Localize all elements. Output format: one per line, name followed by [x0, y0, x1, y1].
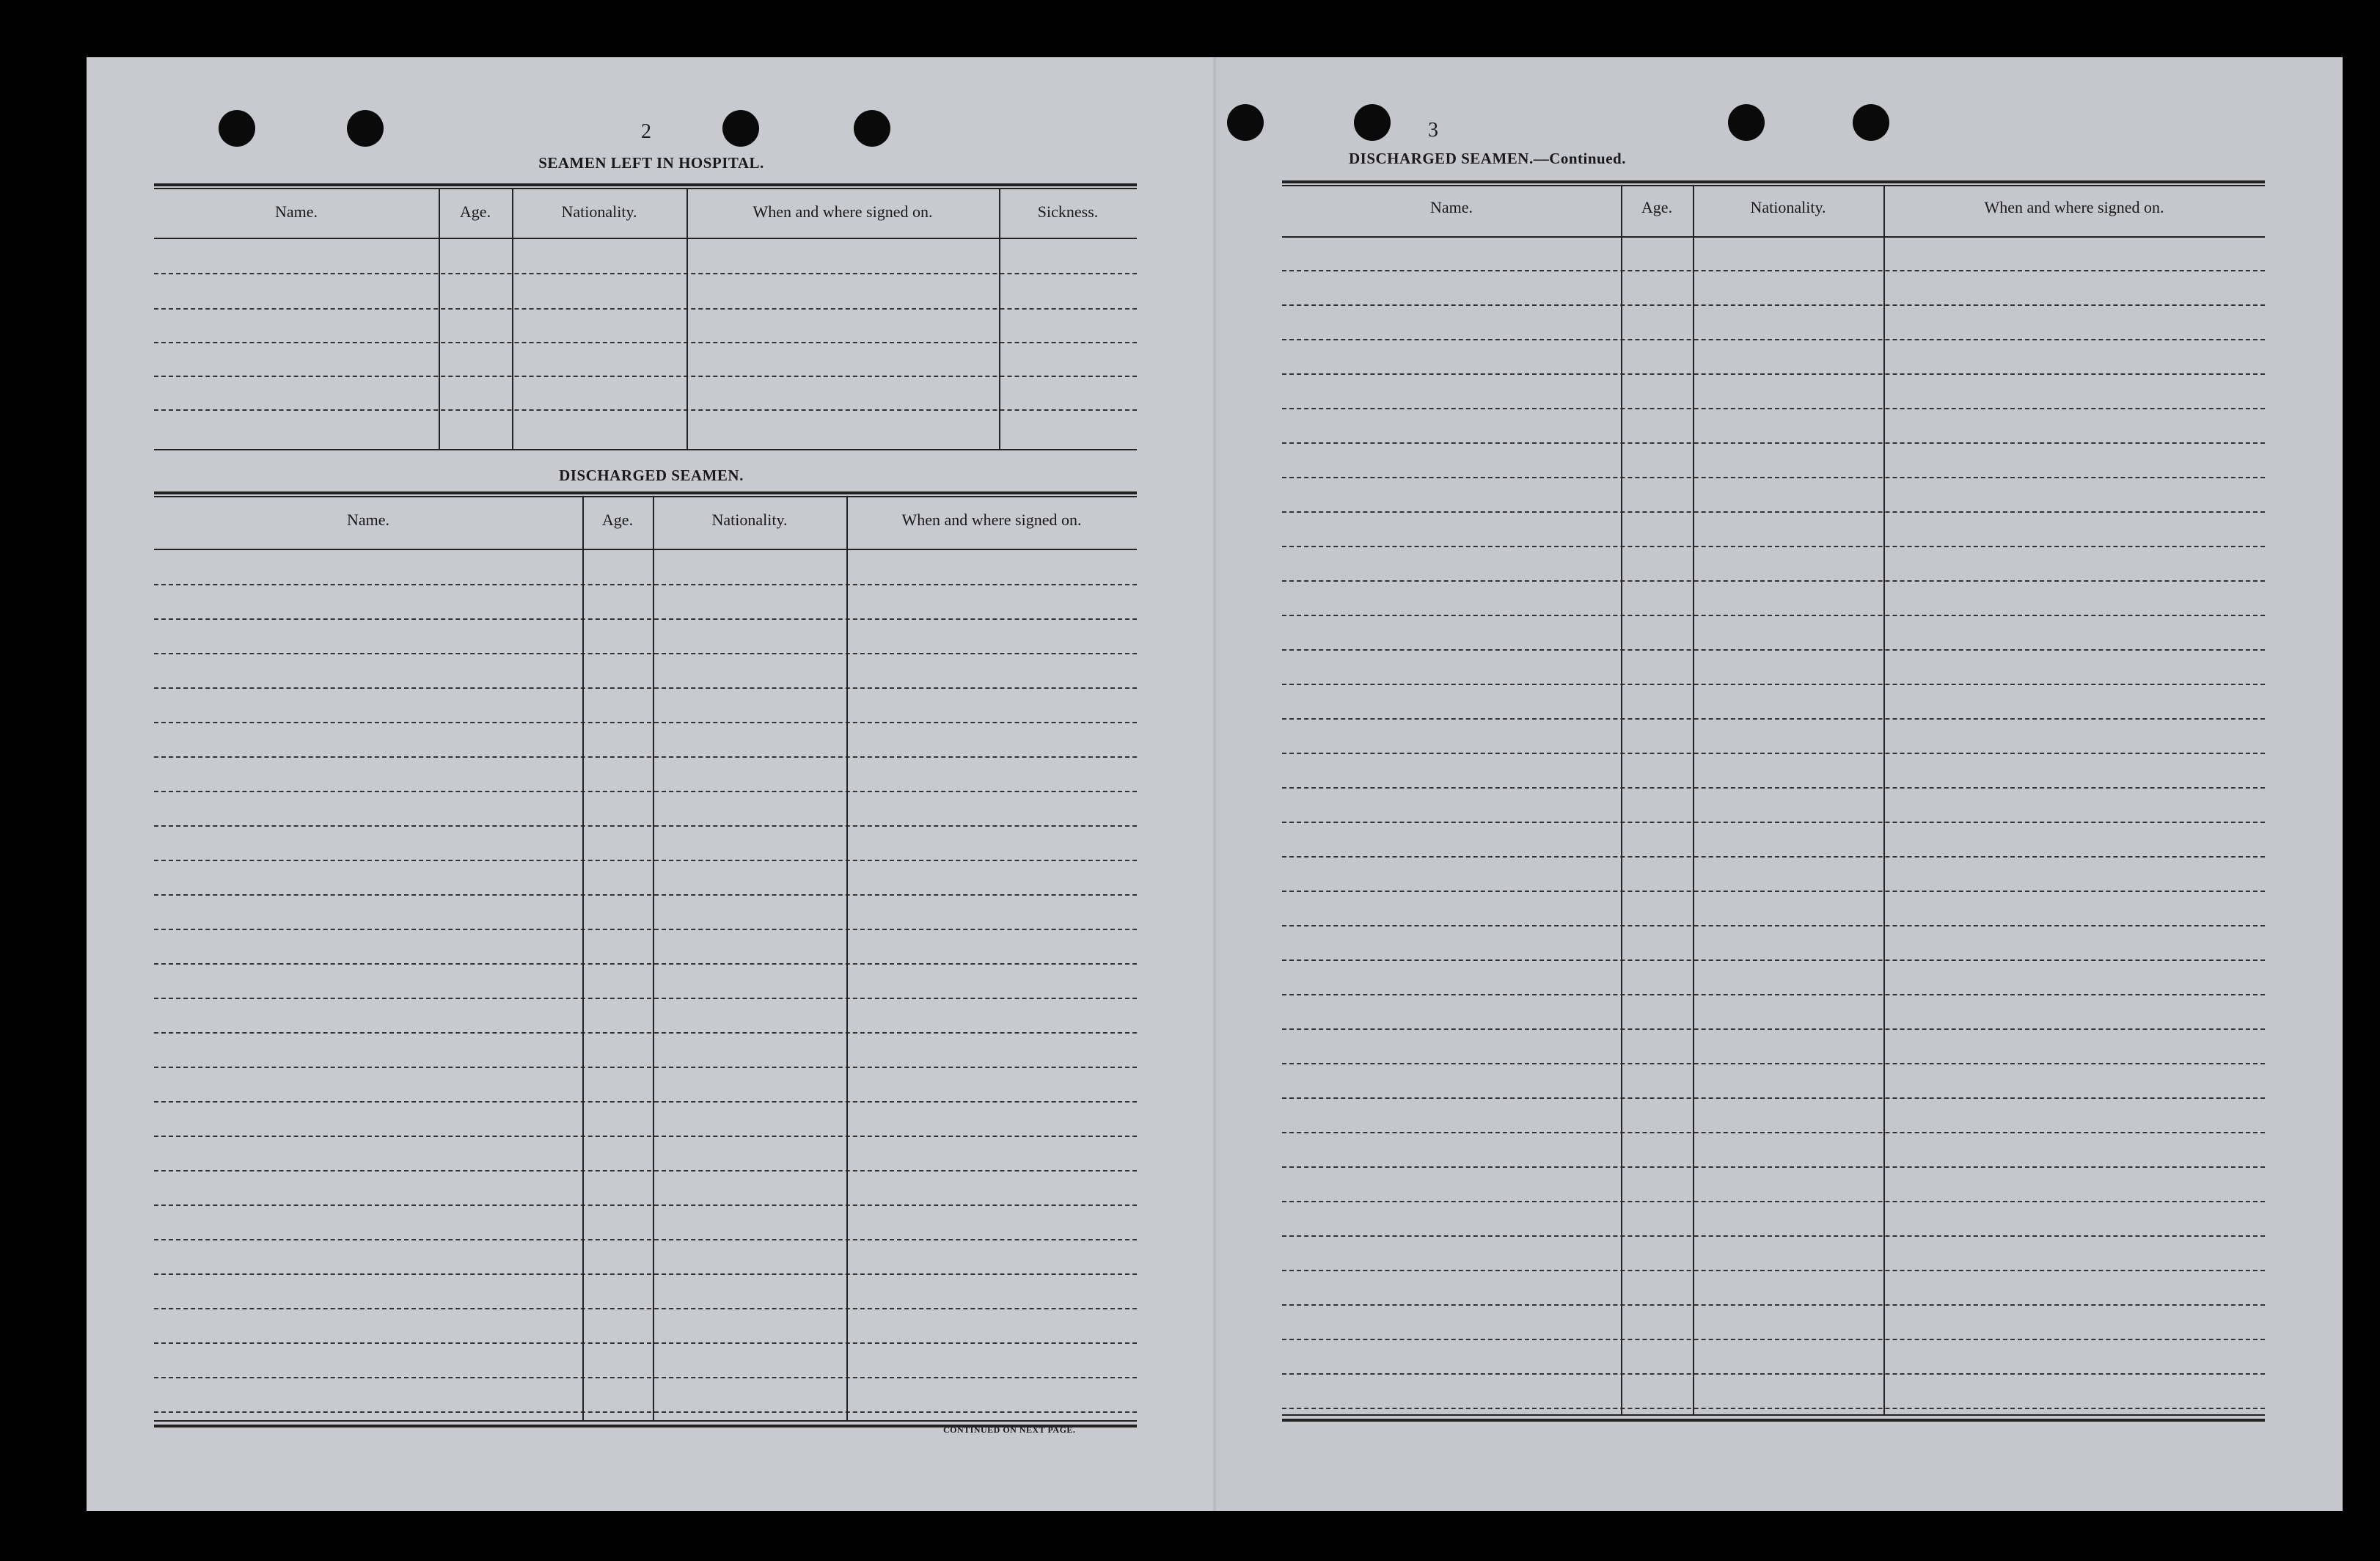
- column-header-nationality: Nationality.: [1750, 198, 1826, 216]
- discharged-continued-table: [1282, 180, 2265, 1427]
- table-row-line: [154, 1342, 1137, 1344]
- discharged-continued-title: [1275, 150, 1700, 168]
- table-row-line: [154, 791, 1137, 792]
- table-row-line: [154, 929, 1137, 930]
- table-row-line: [1282, 546, 2265, 547]
- table-row-line: [154, 1377, 1137, 1378]
- table-row-line: [1282, 994, 2265, 995]
- scanned-manifest-spread: [87, 57, 2343, 1511]
- table-row-line: [1282, 442, 2265, 444]
- table-row-line: [1282, 1028, 2265, 1030]
- table-row-line: [154, 1101, 1137, 1103]
- punch-hole: [722, 110, 759, 147]
- column-header-name: Name.: [346, 511, 390, 529]
- table-row-line: [1282, 684, 2265, 685]
- table-row-line: [154, 1239, 1137, 1240]
- table-row-line: [1282, 1373, 2265, 1375]
- table-row-line: [1282, 1097, 2265, 1099]
- table-row-line: [1282, 787, 2265, 789]
- table-row-line: [154, 963, 1137, 965]
- column-header-nationality: Nationality.: [561, 202, 637, 221]
- table-row-line: [154, 1136, 1137, 1137]
- punch-hole: [854, 110, 890, 147]
- table-row-line: [1282, 373, 2265, 375]
- table-row-line: [1282, 580, 2265, 582]
- table-row-line: [1282, 339, 2265, 340]
- title-main: DISCHARGED SEAMEN.: [1349, 150, 1534, 167]
- table-row-line: [1282, 270, 2265, 271]
- column-header-signed-on: When and where signed on.: [753, 202, 933, 221]
- table-row-line: [154, 894, 1137, 896]
- table-row-line: [1282, 753, 2265, 754]
- table-row-line: [154, 618, 1137, 620]
- table-row-line: [154, 722, 1137, 723]
- column-header-name: Name.: [1429, 198, 1473, 216]
- right-page: [1216, 57, 2343, 1511]
- table-row-line: [1282, 856, 2265, 858]
- title-suffix: —Continued.: [1533, 150, 1626, 167]
- punch-hole: [1354, 104, 1391, 141]
- table-row-line: [154, 1204, 1137, 1206]
- column-header-signed-on: When and where signed on.: [1984, 198, 2164, 216]
- punch-hole: [219, 110, 255, 147]
- table-row-line: [154, 584, 1137, 585]
- table-row-line: [154, 687, 1137, 689]
- table-row-line: [1282, 1339, 2265, 1340]
- discharged-section-title: DISCHARGED SEAMEN.: [559, 467, 744, 484]
- left-page: [87, 57, 1216, 1511]
- column-header-age: Age.: [601, 511, 634, 529]
- column-header-name: Name.: [274, 202, 318, 221]
- punch-hole: [1728, 104, 1765, 141]
- column-header-nationality: Nationality.: [711, 511, 788, 529]
- table-row-line: [154, 1032, 1137, 1034]
- table-row-line: [154, 653, 1137, 654]
- continued-note: CONTINUED ON NEXT PAGE.: [943, 1425, 1076, 1435]
- table-row-line: [1282, 822, 2265, 823]
- table-row-line: [1282, 891, 2265, 892]
- table-row-line: [1282, 718, 2265, 720]
- punch-hole: [347, 110, 384, 147]
- table-row-line: [154, 825, 1137, 827]
- table-row-line: [1282, 959, 2265, 961]
- table-row-line: [154, 1170, 1137, 1171]
- table-row-line: [1282, 615, 2265, 616]
- table-row-line: [154, 860, 1137, 861]
- table-row-line: [1282, 649, 2265, 651]
- punch-hole: [1227, 104, 1264, 141]
- table-row-line: [154, 1067, 1137, 1068]
- table-row-line: [1282, 1304, 2265, 1306]
- table-row-line: [1282, 925, 2265, 926]
- table-row-line: [1282, 1235, 2265, 1237]
- table-row-line: [154, 756, 1137, 758]
- table-row-line: [1282, 1408, 2265, 1409]
- hospital-section-title: SEAMEN LEFT IN HOSPITAL.: [538, 154, 764, 172]
- table-row-line: [1282, 408, 2265, 409]
- table-row-line: [154, 1411, 1137, 1413]
- hospital-table: [154, 183, 1137, 455]
- column-header-age: Age.: [459, 202, 491, 221]
- discharged-table: [154, 491, 1137, 1430]
- column-header-age: Age.: [1641, 198, 1673, 216]
- table-row-line: [1282, 1063, 2265, 1064]
- table-row-line: [1282, 1270, 2265, 1271]
- table-row-line: [154, 1308, 1137, 1309]
- page-number: 3: [1428, 119, 1438, 142]
- table-row-line: [1282, 477, 2265, 478]
- column-header-signed-on: When and where signed on.: [901, 511, 1082, 529]
- table-row-line: [154, 1273, 1137, 1275]
- table-row-line: [1282, 304, 2265, 306]
- page-number: 2: [641, 120, 651, 143]
- column-header-sickness: Sickness.: [1037, 202, 1099, 221]
- table-row-line: [1282, 1166, 2265, 1168]
- table-row-line: [1282, 1201, 2265, 1202]
- table-row-line: [1282, 511, 2265, 513]
- table-row-line: [1282, 1132, 2265, 1133]
- punch-hole: [1853, 104, 1889, 141]
- table-row-line: [154, 998, 1137, 999]
